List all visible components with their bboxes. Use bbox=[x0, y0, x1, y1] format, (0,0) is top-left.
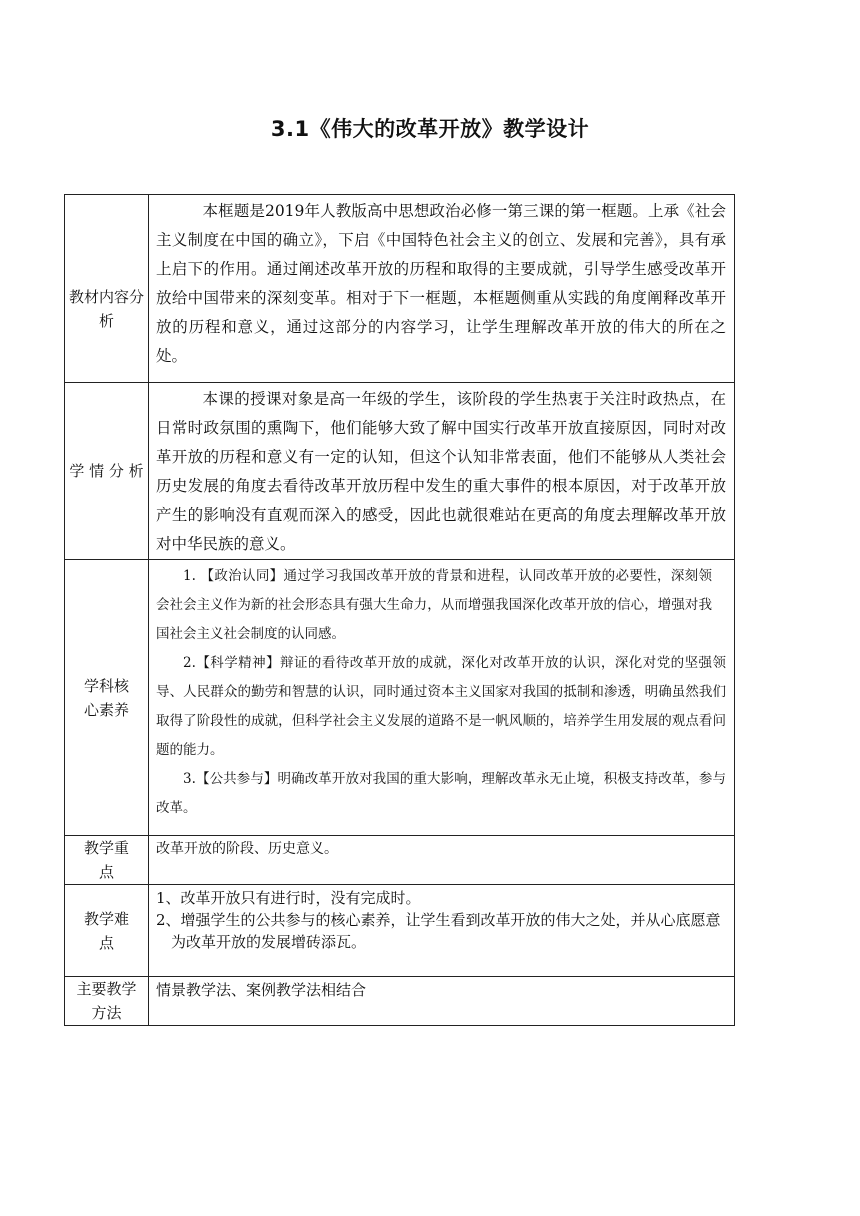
methods-text: 情景教学法、案例教学法相结合 bbox=[156, 981, 367, 999]
core-literacy-item: 1. 【政治认同】通过学习我国改革开放的背景和进程，认同改革开放的必要性，深刻领会社会主义作为新的社会形态具有强大生命力，从而增强我国深化改革开放的信心，增强对我国社会主义社会制度的认同感。 bbox=[156, 568, 712, 642]
student-analysis-label: 学 情 分 析 bbox=[65, 383, 149, 560]
core-literacy-cell bbox=[149, 560, 735, 836]
material-analysis-label: 教材内容分析 bbox=[65, 195, 149, 383]
key-points-row bbox=[65, 836, 735, 885]
methods-cell bbox=[149, 977, 735, 1026]
document-title: 3.1《伟大的改革开放》教学设计 bbox=[270, 117, 590, 141]
methods-label: 主要教学方法 bbox=[65, 977, 149, 1026]
difficulties-row bbox=[65, 885, 735, 977]
core-literacy-row bbox=[65, 560, 735, 836]
core-literacy-label: 学科核心素养 bbox=[65, 560, 149, 836]
material-analysis-text: 本框题是2019年人教版高中思想政治必修一第三课的第一框题。上承《社会主义制度在中国的确立》，下启《中国特色社会主义的创立、发展和完善》，具有承上启下的作用。通过阐述改革开放的历程和取得的主要成就，引导学生感受改革开放给中国带来的深刻变革。相对于下一框题，本框题侧重从实践的角度阐释改革开放的历程和意义，通过这部分的内容学习，让学生理解改革开放的伟大的所在之处。 bbox=[156, 202, 726, 365]
material-analysis-row bbox=[65, 195, 735, 383]
student-analysis-row bbox=[65, 383, 735, 560]
lesson-plan-table bbox=[64, 194, 735, 1026]
material-analysis-cell bbox=[149, 195, 735, 383]
difficulties-line: 为改革开放的发展增砖添瓦。 bbox=[171, 933, 367, 951]
difficulties-line: 1、改革开放只有进行时，没有完成时。 bbox=[156, 889, 421, 907]
key-points-text: 改革开放的阶段、历史意义。 bbox=[156, 841, 338, 857]
student-analysis-text: 本课的授课对象是高一年级的学生，该阶段的学生热衷于关注时政热点，在日常时政氛围的熏陶下，他们能够大致了解中国实行改革开放直接原因，同时对改革开放的历程和意义有一定的认知，但这个认知非常表面，他们不能够从人类社会历史发展的角度去看待改革开放历程中发生的重大事件的根本原因，对于改革开放产生的影响没有直观而深入的感受，因此也就很难站在更高的角度去理解改革开放对中华民族的意义。 bbox=[156, 390, 726, 553]
difficulties-label: 教学难点 bbox=[65, 885, 149, 977]
key-points-label: 教学重点 bbox=[65, 836, 149, 885]
difficulties-line: 2、增强学生的公共参与的核心素养，让学生看到改革开放的伟大之处，并从心底愿意 bbox=[156, 911, 721, 929]
methods-row bbox=[65, 977, 735, 1026]
core-literacy-item: 2.【科学精神】辩证的看待改革开放的成就，深化对改革开放的认识，深化对党的坚强领导、人民群众的勤劳和智慧的认识，同时通过资本主义国家对我国的抵制和渗透，明确虽然我们取得了阶段性的成就，但科学社会主义发展的道路不是一帆风顺的，培养学生用发展的观点看问题的能力。 bbox=[156, 655, 726, 758]
key-points-cell bbox=[149, 836, 735, 885]
difficulties-cell bbox=[149, 885, 735, 977]
student-analysis-cell bbox=[149, 383, 735, 560]
core-literacy-item: 3.【公共参与】明确改革开放对我国的重大影响，理解改革永无止境，积极支持改革，参与改革。 bbox=[156, 771, 726, 816]
